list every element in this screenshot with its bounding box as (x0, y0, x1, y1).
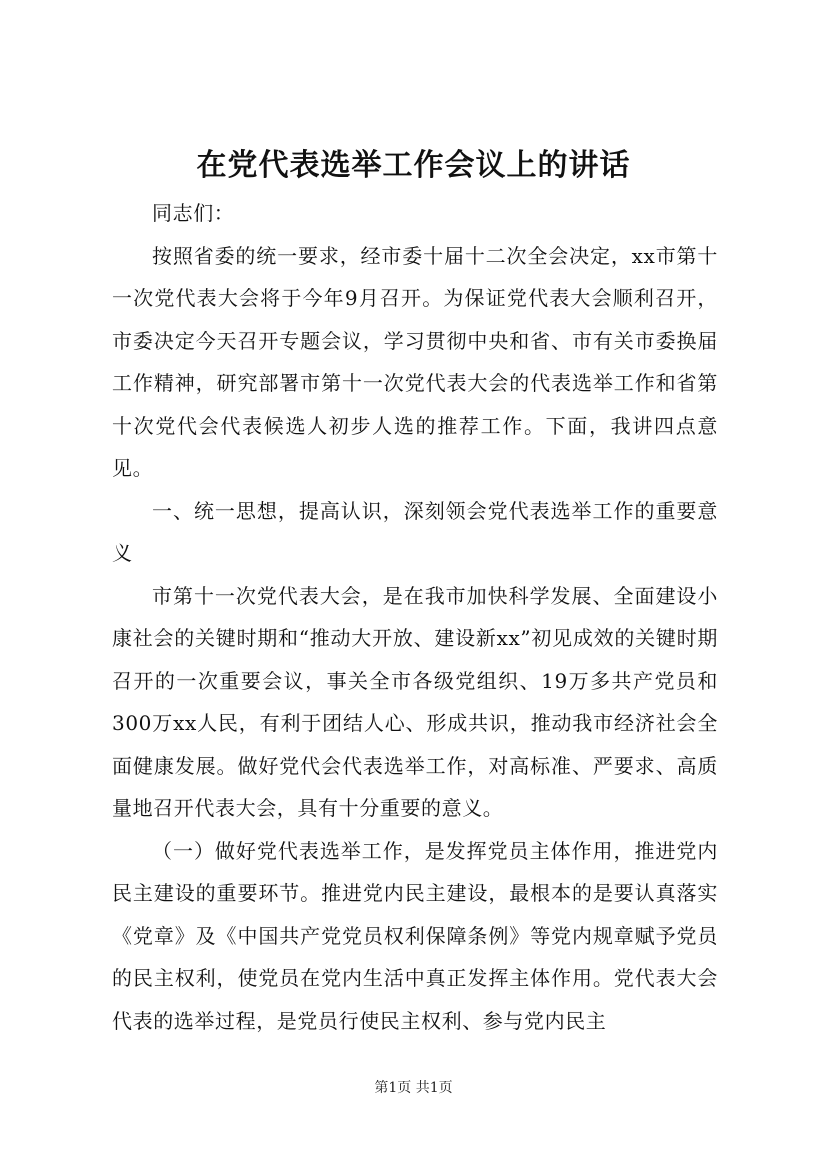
section-heading: 一、统一思想，提高认识，深刻领会党代表选举工作的重要意义 (112, 498, 718, 565)
document-title: 在党代表选举工作会议上的讲话 (196, 148, 631, 183)
body-paragraph: 按照省委的统一要求，经市委十届十二次全会决定，xx市第十一次党代表大会将于今年9月召开。为保证党代表大会顺利召开，市委决定今天召开专题会议，学习贯彻中央和省、市有关市委换届工作精神，研究部署市第十一次党代表大会的代表选举工作和省第十次党代会代表候选人初步人选的推荐工作。下面，我讲四点意见。 (112, 243, 718, 480)
body-paragraph: （一）做好党代表选举工作，是发挥党员主体作用，推进党内民主建设的重要环节。推进党内民主建设，最根本的是要认真落实《党章》及《中国共产党党员权利保障条例》等党内规章赋予党员的民主权利，使党员在党内生活中真正发挥主体作用。党代表大会代表的选举过程，是党员行使民主权利、参与党内民主 (112, 838, 718, 1033)
greeting-paragraph: 同志们： (152, 201, 235, 225)
document-body (112, 192, 718, 1042)
body-paragraph: 市第十一次党代表大会，是在我市加快科学发展、全面建设小康社会的关键时期和“推动大开放、建设新xx”初见成效的关键时期召开的一次重要会议，事关全市各级党组织、19万多共产党员和300万xx人民，有利于团结人心、形成共识，推动我市经济社会全面健康发展。做好党代会代表选举工作，对高标准、严要求、高质量地召开代表大会，具有十分重要的意义。 (112, 583, 718, 820)
page-footer: 第1页 共1页 (374, 1080, 453, 1096)
